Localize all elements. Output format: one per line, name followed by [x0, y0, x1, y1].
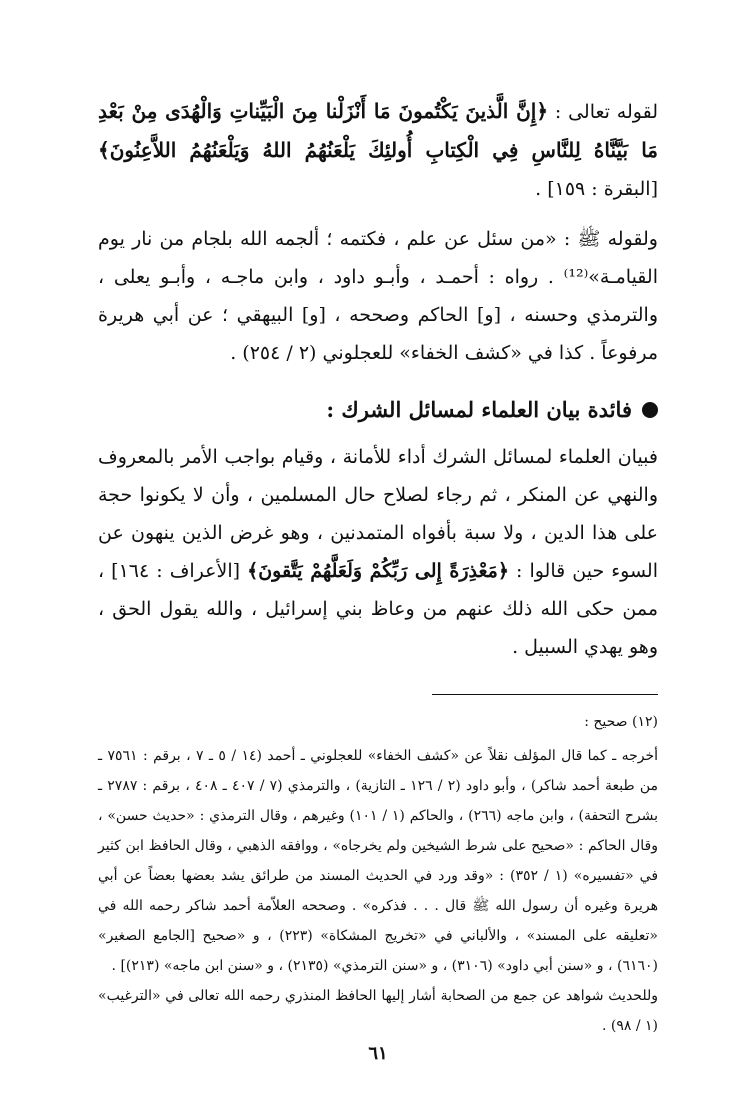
quran-verse-araf: ﴿مَعْذِرَةً إِلى رَبِّكُمْ وَلَعَلَّهُمْ يَتَّقونَ﴾	[247, 560, 509, 582]
page-number: ٦١	[368, 1043, 388, 1064]
section-paragraph	[98, 438, 658, 666]
quran-intro: لقوله تعالى :	[548, 101, 658, 123]
section-text-after: [الأعراف : ١٦٤] ، ممن حكى الله ذلك عنهم من وعاظ بني إسرائيل ، والله يقول الحق ، وهو يهدي السبيل .	[98, 560, 658, 658]
section-text-before: فبيان العلماء لمسائل الشرك أداء للأمانة ، وقيام بواجب الأمر بالمعروف والنهي عن المنكر ، ثم رجاء لصلاح حال المسلمين ، وأن لا يكونوا حجة على هذا الدين ، ولا سبة بأفواه المتمدنين ، وهو غرض الذين ينهون عن السوء حين قالوا :	[98, 446, 658, 582]
quran-verse-baqarah: ﴿إِنَّ الَّذينَ يَكْتُمونَ مَا أَنْزَلْنا مِنَ الْبَيِّناتِ وَالْهُدَى مِنْ بَعْدِ مَا بَيَّنَّاهُ لِلنَّاسِ فِي الْكِتابِ أُولئِكَ يَلْعَنُهُمُ اللهُ وَيَلْعَنُهُمُ اللاَّعِنُونَ﴾	[98, 99, 658, 162]
footnote-paragraph-1: أخرجه ـ كما قال المؤلف نقلاً عن «كشف الخفاء» للعجلوني ـ أحمد (١٤ / ٥ ـ ٧ ، برقم : ٧٥٦١ ـ من طبعة أحمد شاكر) ، وأبو داود (٢ / ١٢٦ ـ التازية) ، والترمذي (٧ / ٤٠٧ ـ ٤٠٨ ، برقم : ٢٧٨٧ ـ بشرح التحفة) ، وابن ماجه (٢٦٦) ، والحاكم (١ / ١٠١) وغيرهم ، وقال الترمذي : «حديث حسن» ، وقال الحاكم : «صحيح على شرط الشيخين ولم يخرجاه» ، ووافقه الذهبي ، وقال الحافظ ابن كثير في «تفسيره» (١ / ٣٥٢) : «وقد ورد في الحديث المسند من طرائق يشد بعضها بعضاً عن أبي هريرة وغيره أن رسول الله ﷺ قال . . . فذكره» . وصححه العلاّمة أحمد شاكر رحمه الله في «تعليقه على المسند» ، والألباني في «تخريج المشكاة» (٢٢٣) ، و «صحيح [الجامع الصغير» (٦١٦٠) ، و «سنن أبي داود» (٣١٠٦) ، و «سنن الترمذي» (٢١٣٥) ، و «سنن ابن ماجه» (٢١٣)] .	[98, 748, 659, 974]
bullet-icon	[642, 402, 658, 418]
section-heading	[98, 390, 658, 430]
footnotes	[98, 707, 658, 1041]
quran-reference: [البقرة : ١٥٩] .	[535, 178, 658, 200]
footnote-title: (١٢) صحيح :	[584, 714, 658, 730]
hadith-paragraph: ولقوله ﷺ : «من سئل عن علم ، فكتمه ؛ ألجمه الله بلجام من نار يوم القيامـة»⁽¹²⁾ . رواه : أحمـد ، وأبـو داود ، وابن ماجـه ، وأبـو يعلى ، والترمذي وحسنه ، [و] الحاكم وصححه ، [و] البيهقي ؛ عن أبي هريرة مرفوعاً . كذا في «كشف الخفاء» للعجلوني (٢ / ٢٥٤) .	[98, 228, 658, 364]
footnote-divider	[432, 694, 658, 695]
section-heading-text: فائدة بيان العلماء لمسائل الشرك :	[326, 397, 632, 422]
footnote-paragraph-2: وللحديث شواهد عن جمع من الصحابة أشار إليها الحافظ المنذري رحمه الله تعالى في «الترغيب» (١ / ٩٨) .	[98, 988, 658, 1034]
page-content	[98, 92, 658, 1076]
quran-paragraph	[98, 92, 658, 208]
